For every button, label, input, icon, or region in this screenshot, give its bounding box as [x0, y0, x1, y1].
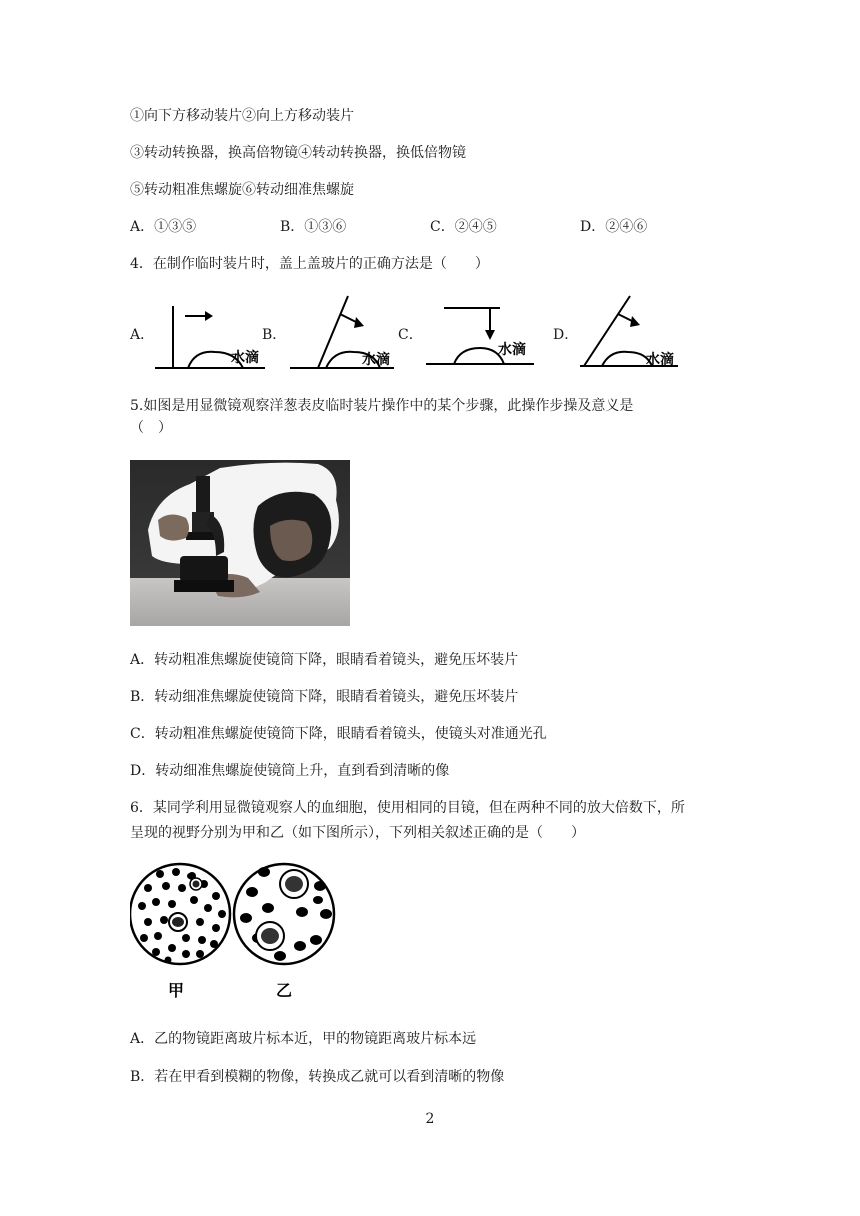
q6-stem-line1: 6．某同学利用显微镜观察人的血细胞，使用相同的目镜，但在两种不同的放大倍数下，所: [130, 800, 685, 816]
water-drop-label-c: 水滴: [498, 342, 526, 358]
q3-option-a: A．①③⑤: [130, 219, 197, 235]
q5-stem-line1: 5.如图是用显微镜观察洋葱表皮临时装片操作中的某个步骤，此操作步操及意义是: [130, 398, 634, 414]
field-jia: [130, 864, 230, 964]
q4-label-d: D．: [553, 327, 579, 343]
q4-label-b: B．: [262, 327, 287, 343]
coverslip-diagram-a: [153, 300, 268, 372]
water-drop-label-a: 水滴: [231, 350, 259, 366]
q5-option-a: A．转动粗准焦螺旋使镜筒下降，眼睛看着镜头，避免压坏装片: [130, 652, 519, 668]
blood-cell-figure: [130, 856, 340, 1006]
coverslip-diagram-b: [288, 292, 398, 372]
water-drop-label-b: 水滴: [362, 352, 390, 368]
q6-option-a: A．乙的物镜距离玻片标本近，甲的物镜距离玻片标本远: [130, 1031, 477, 1047]
field-label-jia: 甲: [167, 981, 185, 1000]
q5-option-b: B．转动细准焦螺旋使镜筒下降，眼睛看着镜头，避免压坏装片: [130, 689, 519, 705]
q3-option-d: D．②④⑥: [580, 219, 648, 235]
field-label-yi: 乙: [275, 981, 293, 1000]
page-number: 2: [425, 1111, 435, 1127]
coverslip-diagram-d: [578, 292, 683, 372]
q3-steps-line3: ⑤转动粗准焦螺旋⑥转动细准焦螺旋: [130, 182, 354, 198]
q4-label-a: A．: [130, 327, 155, 343]
q3-steps-line2: ③转动转换器，换高倍物镜④转动转换器，换低倍物镜: [130, 145, 466, 161]
q4-stem: 4．在制作临时装片时，盖上盖玻片的正确方法是（ ）: [130, 256, 489, 272]
coverslip-diagram-c: [424, 302, 539, 368]
q5-option-c: C．转动粗准焦螺旋使镜筒下降，眼睛看着镜头，使镜头对准通光孔: [130, 726, 547, 742]
field-yi: [234, 864, 334, 964]
microscope-photo: [130, 460, 350, 626]
q5-option-d: D．转动细准焦螺旋使镜筒上升，直到看到清晰的像: [130, 763, 450, 779]
q6-option-b: B．若在甲看到模糊的物像，转换成乙就可以看到清晰的物像: [130, 1069, 505, 1085]
q3-steps-line1: ①向下方移动装片②向上方移动装片: [130, 108, 354, 124]
q3-option-c: C．②④⑤: [430, 219, 497, 235]
q5-stem-line2: （ ）: [130, 420, 172, 436]
q6-stem-line2: 呈现的视野分别为甲和乙（如下图所示），下列相关叙述正确的是（ ）: [130, 825, 585, 841]
q3-option-b: B．①③⑥: [280, 219, 347, 235]
water-drop-label-d: 水滴: [646, 352, 674, 368]
q4-label-c: C．: [398, 327, 423, 343]
